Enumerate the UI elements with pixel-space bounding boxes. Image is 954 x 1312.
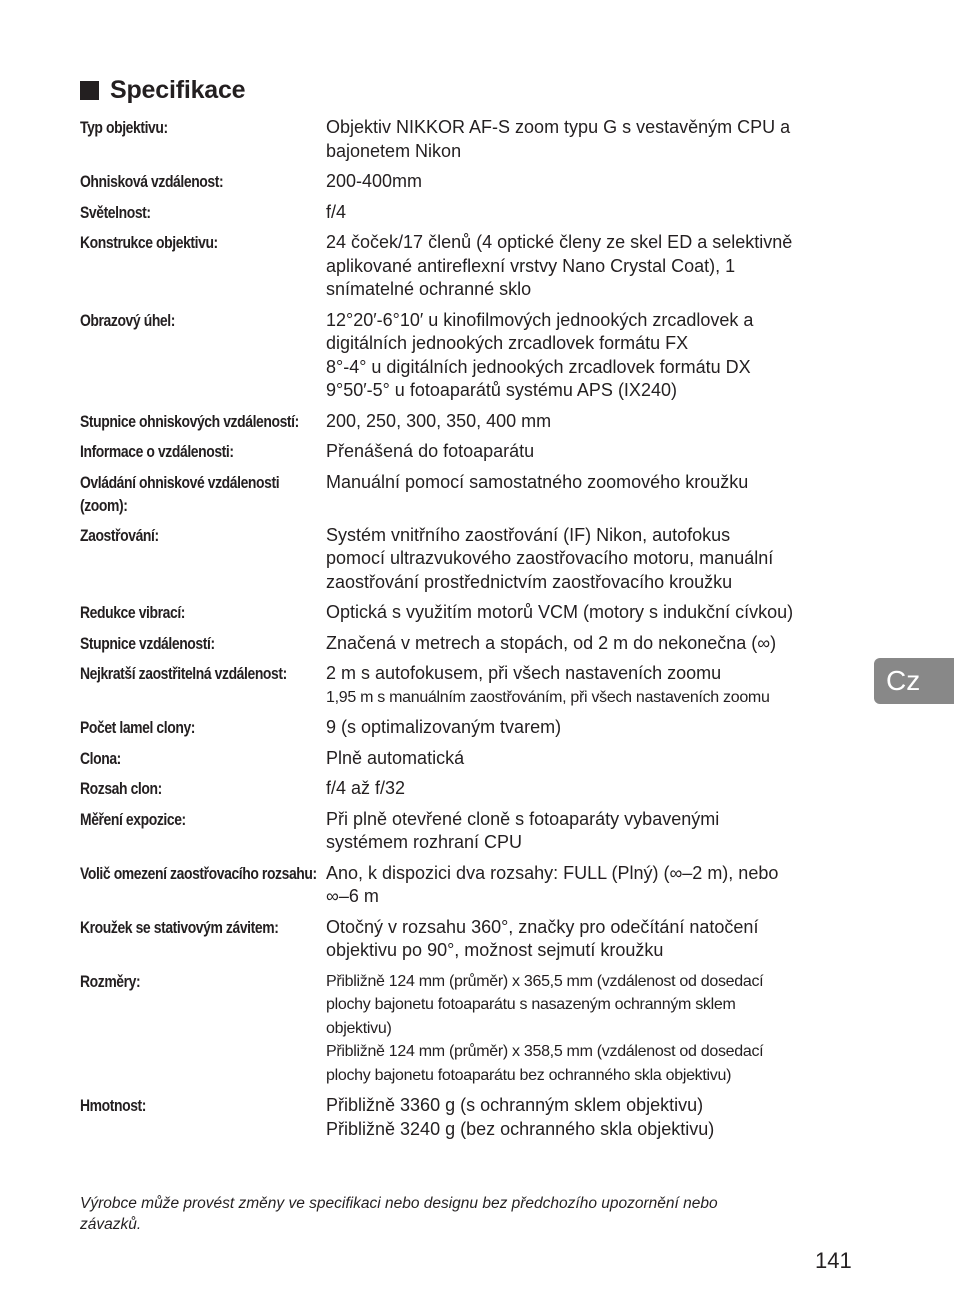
- spec-value: [326, 862, 860, 909]
- spec-value: [326, 632, 860, 656]
- spec-value-line: Přibližně 3360 g (s ochranným sklem objektivu): [326, 1095, 704, 1115]
- spec-label: Světelnost:: [80, 202, 151, 222]
- spec-value: [326, 309, 860, 403]
- spec-value-line: 24 čoček/17 členů (4 optické členy ze skel ED a selektivně: [326, 232, 793, 252]
- spec-label: Ovládání ohniskové vzdálenosti (zoom):: [80, 472, 280, 515]
- spec-value: [326, 440, 860, 464]
- language-tab: Cz: [874, 658, 954, 704]
- spec-value: [326, 231, 860, 302]
- spec-label: Počet lamel clony:: [80, 718, 196, 737]
- spec-value: [326, 747, 860, 771]
- spec-value-line: 200, 250, 300, 350, 400 mm: [326, 410, 552, 431]
- spec-value-line: snímatelné ochranné sklo: [326, 279, 532, 299]
- spec-value-line: f/4: [326, 201, 347, 222]
- spec-value-line: digitálních jednookých zrcadlovek formátu FX: [326, 333, 689, 353]
- spec-value-line-small: objektivu): [326, 1019, 392, 1037]
- spec-label: Rozměry:: [80, 971, 141, 991]
- spec-value-line: Plně automatická: [326, 747, 465, 768]
- spec-row: [80, 747, 860, 771]
- spec-value: [326, 524, 860, 595]
- spec-value-line-small: Přibližně 124 mm (průměr) x 365,5 mm (vzdálenost od dosedací: [326, 972, 764, 990]
- spec-label: Zaostřování:: [80, 525, 159, 545]
- spec-row: [80, 1094, 860, 1141]
- spec-label: Informace o vzdálenosti:: [80, 442, 234, 461]
- spec-label: Kroužek se stativovým závitem:: [80, 917, 279, 937]
- spec-value-line: Otočný v rozsahu 360°, značky pro odečítání natočení: [326, 916, 759, 937]
- spec-row: [80, 777, 860, 801]
- spec-value: [326, 970, 860, 1088]
- spec-row: [80, 601, 860, 625]
- spec-value: [326, 808, 860, 855]
- spec-value-line: Značená v metrech a stopách, od 2 m do nekonečna (∞): [326, 632, 777, 653]
- spec-value-line: bajonetem Nikon: [326, 140, 462, 161]
- spec-value-line: systémem rozhraní CPU: [326, 832, 523, 852]
- spec-label: Stupnice ohniskových vzdáleností:: [80, 411, 299, 431]
- spec-row: [80, 116, 860, 163]
- spec-value-line: Manuální pomocí samostatného zoomového kroužku: [326, 471, 749, 492]
- spec-value-line: 200-400mm: [326, 171, 423, 191]
- spec-value-line-small: plochy bajonetu fotoaparátu bez ochranného skla objektivu): [326, 1066, 732, 1084]
- spec-value-line: ∞–6 m: [326, 886, 379, 906]
- spec-value-line: Při plně otevřené cloně s fotoaparáty vybavenými: [326, 808, 720, 829]
- spec-value: [326, 116, 860, 163]
- spec-value: [326, 201, 860, 225]
- spec-value-line: 9°50′-5° u fotoaparátů systému APS (IX240): [326, 380, 677, 400]
- spec-value-line: Ano, k dispozici dva rozsahy: FULL (Plný) (∞–2 m), nebo: [326, 862, 779, 883]
- spec-label: Měření expozice:: [80, 809, 186, 829]
- square-bullet-icon: [80, 81, 99, 100]
- spec-row: [80, 862, 860, 909]
- spec-row: [80, 471, 860, 517]
- spec-row: [80, 970, 860, 1088]
- spec-label: Rozsah clon:: [80, 779, 162, 798]
- spec-value-line: Systém vnitřního zaostřování (IF) Nikon, autofokus: [326, 524, 731, 545]
- spec-label: Clona:: [80, 748, 121, 768]
- spec-value-line-small: 1,95 m s manuálním zaostřováním, při všech nastaveních zoomu: [326, 688, 770, 706]
- spec-label: Redukce vibrací:: [80, 603, 186, 622]
- spec-label: Volič omezení zaostřovacího rozsahu:: [80, 863, 317, 883]
- spec-value-line: Objektiv NIKKOR AF-S zoom typu G s vestavěným CPU a: [326, 117, 791, 137]
- spec-row: [80, 808, 860, 855]
- spec-value: [326, 777, 860, 801]
- spec-value-line: f/4 až f/32: [326, 778, 406, 798]
- specification-list: [80, 116, 860, 1148]
- spec-row: [80, 309, 860, 403]
- spec-label: Obrazový úhel:: [80, 310, 175, 330]
- spec-value: [326, 601, 860, 625]
- spec-label: Typ objektivu:: [80, 118, 168, 137]
- spec-row: [80, 662, 860, 709]
- spec-value-line: 9 (s optimalizovaným tvarem): [326, 717, 562, 737]
- spec-value-line: aplikované antireflexní vrstvy Nano Crystal Coat), 1: [326, 255, 736, 276]
- spec-row: [80, 524, 860, 595]
- spec-row: [80, 716, 860, 740]
- spec-value-line-small: Přibližně 124 mm (průměr) x 358,5 mm (vzdálenost od dosedací: [326, 1043, 764, 1060]
- spec-value-line: 12°20′-6°10′ u kinofilmových jednookých zrcadlovek a: [326, 309, 754, 330]
- spec-row: [80, 231, 860, 302]
- spec-row: [80, 201, 860, 225]
- spec-row: [80, 632, 860, 656]
- spec-value: [326, 662, 860, 709]
- spec-row: [80, 170, 860, 194]
- spec-label: Konstrukce objektivu:: [80, 233, 218, 252]
- spec-label: Nejkratší zaostřitelná vzdálenost:: [80, 664, 287, 683]
- spec-value: [326, 471, 860, 517]
- spec-value-line: zaostřování prostřednictvím zaostřovacího kroužku: [326, 571, 733, 592]
- spec-label: Hmotnost:: [80, 1096, 146, 1115]
- spec-row: [80, 440, 860, 464]
- spec-value: [326, 1094, 860, 1141]
- spec-value-line: Přenášená do fotoaparátu: [326, 441, 535, 461]
- page-number: 141: [815, 1248, 852, 1273]
- spec-value: [326, 916, 860, 963]
- spec-value-line: pomocí ultrazvukového zaostřovacího motoru, manuální: [326, 548, 774, 568]
- section-heading-text: Specifikace: [110, 76, 246, 104]
- spec-label: Ohnisková vzdálenost:: [80, 172, 224, 191]
- spec-label: Stupnice vzdáleností:: [80, 633, 215, 653]
- spec-value-line: Přibližně 3240 g (bez ochranného skla objektivu): [326, 1118, 715, 1139]
- spec-value-line-small: plochy bajonetu fotoaparátu s nasazeným ochranným sklem: [326, 996, 736, 1013]
- spec-row: [80, 410, 860, 434]
- spec-value: [326, 410, 860, 434]
- spec-row: [80, 916, 860, 963]
- section-heading: [80, 76, 245, 105]
- footnote: Výrobce může provést změny ve specifikaci nebo designu bez předchozího upozornění nebo závazků.: [80, 1195, 718, 1233]
- spec-value: [326, 170, 860, 194]
- spec-value-line: objektivu po 90°, možnost sejmutí kroužku: [326, 940, 664, 960]
- spec-value-line: 2 m s autofokusem, při všech nastaveních zoomu: [326, 663, 722, 683]
- spec-value-line: Optická s využitím motorů VCM (motory s indukční cívkou): [326, 602, 794, 622]
- spec-value-line: 8°-4° u digitálních jednookých zrcadlovek formátu DX: [326, 356, 751, 377]
- spec-value: [326, 716, 860, 740]
